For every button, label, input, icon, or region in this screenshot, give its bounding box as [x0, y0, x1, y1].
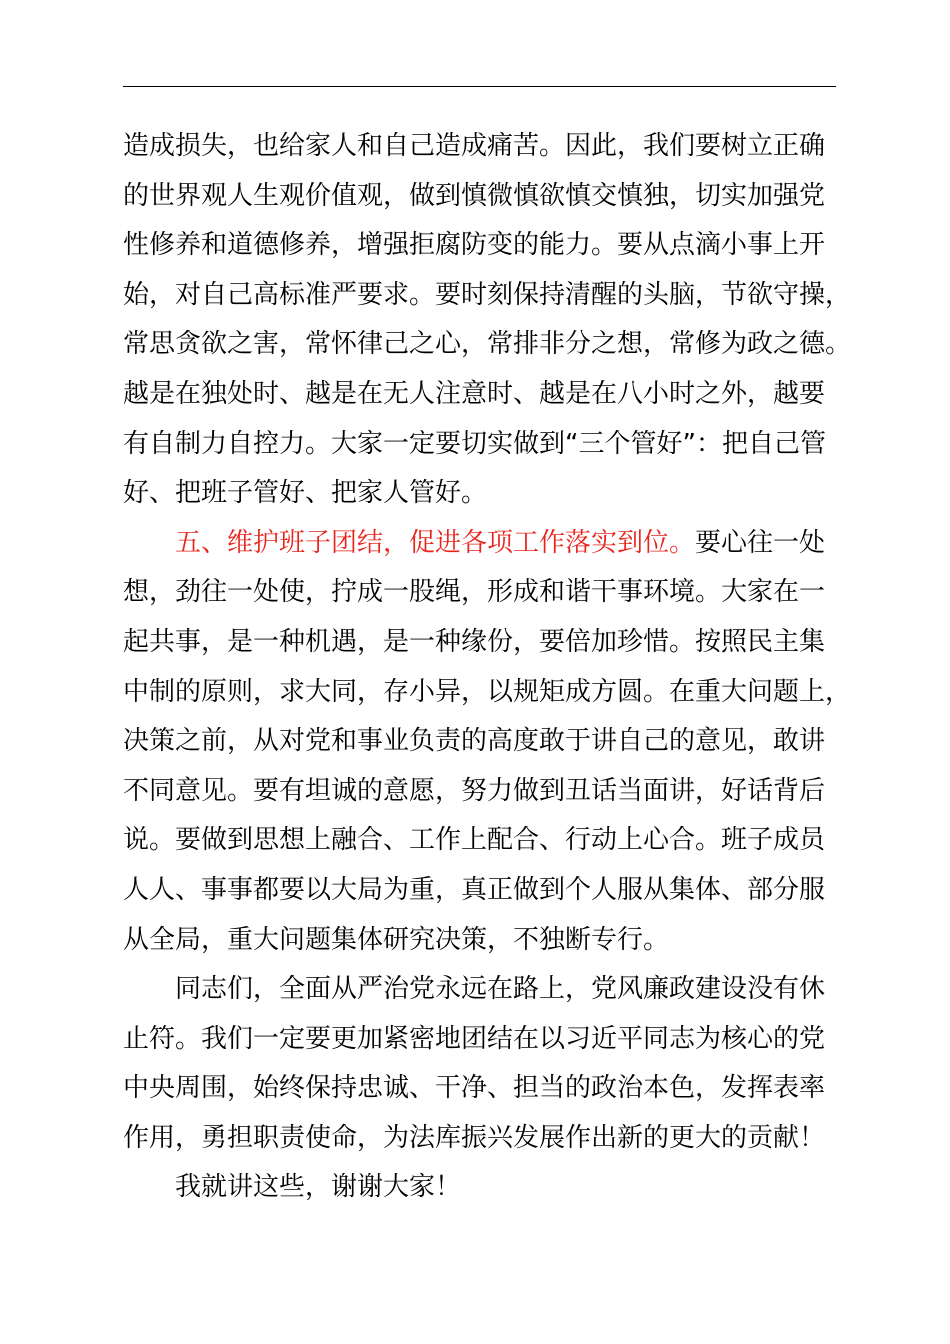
body-line: 作用，勇担职责使命，为法库振兴发展作出新的更大的贡献！	[123, 1122, 826, 1153]
body-line: 说。要做到思想上融合、工作上配合、行动上心合。班子成员	[123, 825, 826, 856]
body-line: 人人、事事都要以大局为重，真正做到个人服从集体、部分服	[123, 874, 826, 905]
body-line: 始，对自己高标准严要求。要时刻保持清醒的头脑，节欲守操，	[123, 279, 852, 310]
body-line: 有自制力自控力。大家一定要切实做到“三个管好”：把自己管	[123, 428, 826, 459]
body-line: 不同意见。要有坦诚的意愿，努力做到丑话当面讲，好话背后	[123, 775, 826, 806]
document-body	[123, 122, 863, 1213]
body-line: 中央周围，始终保持忠诚、干净、担当的政治本色，发挥表率	[123, 1073, 826, 1104]
body-line: 常思贪欲之害，常怀律己之心，常排非分之想，常修为政之德。	[123, 329, 852, 360]
section-5-first-line-rest: 要心往一处	[695, 527, 826, 558]
body-line: 止符。我们一定要更加紧密地团结在以习近平同志为核心的党	[123, 1023, 826, 1054]
header-rule	[123, 86, 836, 87]
body-line: 好、把班子管好、把家人管好。	[123, 478, 488, 509]
section-5-first-line	[123, 519, 863, 569]
body-line: 造成损失，也给家人和自己造成痛苦。因此，我们要树立正确	[123, 131, 826, 161]
body-line: 性修养和道德修养，增强拒腐防变的能力。要从点滴小事上开	[123, 230, 826, 261]
body-line: 中制的原则，求大同，存小异，以规矩成方圆。在重大问题上，	[123, 676, 852, 707]
body-line: 起共事，是一种机遇，是一种缘份，要倍加珍惜。按照民主集	[123, 626, 826, 657]
body-line: 的世界观人生观价值观，做到慎微慎欲慎交慎独，切实加强党	[123, 180, 826, 211]
body-line: 想，劲往一处使，拧成一股绳，形成和谐干事环境。大家在一	[123, 577, 826, 608]
body-line: 决策之前，从对党和事业负责的高度敢于讲自己的意见，敢讲	[123, 726, 826, 757]
closing-first-line: 同志们，全面从严治党永远在路上，党风廉政建设没有休	[175, 974, 826, 1005]
section-5-heading: 五、维护班子团结，促进各项工作落实到位。	[175, 527, 696, 558]
body-line: 从全局，重大问题集体研究决策，不独断专行。	[123, 924, 670, 955]
body-line: 越是在独处时、越是在无人注意时、越是在八小时之外，越要	[123, 378, 826, 409]
thanks-line: 我就讲这些，谢谢大家！	[175, 1172, 462, 1203]
